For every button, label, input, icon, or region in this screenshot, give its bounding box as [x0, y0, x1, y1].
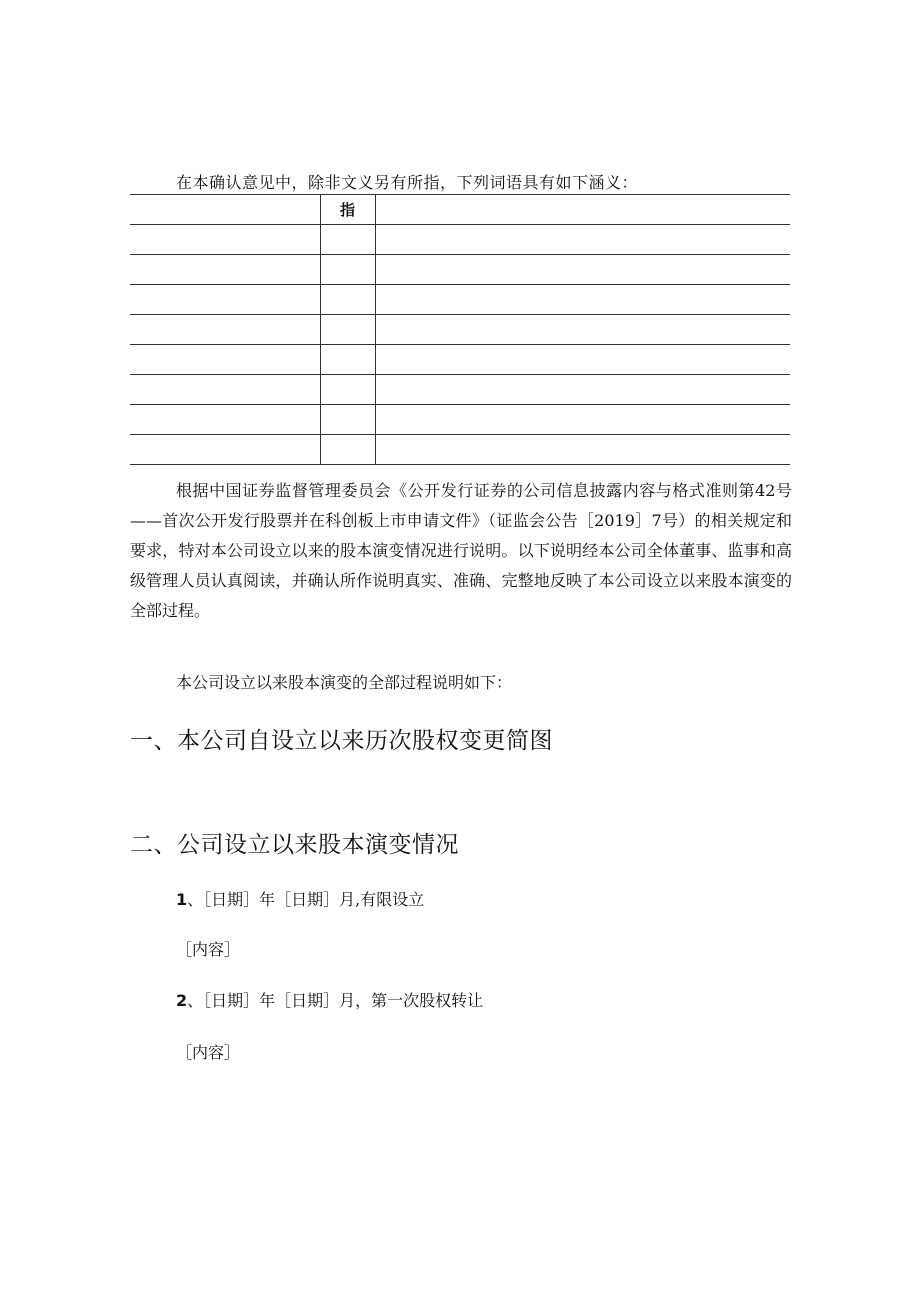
definitions-table: [130, 194, 790, 465]
intro-line: 在本确认意见中，除非文义另有所指，下列词语具有如下涵义：: [176, 173, 639, 192]
term-cell: [130, 285, 320, 315]
summary-line: 本公司设立以来股本演变的全部过程说明如下：: [176, 673, 513, 692]
subsection-2-title: [176, 988, 483, 1011]
meaning-cell: [375, 225, 790, 255]
term-cell: [130, 225, 320, 255]
subsection-number: 2: [176, 991, 188, 1010]
meaning-cell: [375, 315, 790, 345]
refers-to-cell: [320, 285, 375, 315]
term-cell: [130, 375, 320, 405]
body-paragraph: 根据中国证券监督管理委员会《公开发行证券的公司信息披露内容与格式准则第42号——首次公开发行股票并在科创板上市申请文件》（证监会公告［2019］7号）的相关规定和要求，特对本公司设立以来的股本演变情况进行说明。以下说明经本公司全体董事、监事和高级管理人员认真阅读，并确认所作说明真实、准确、完整地反映了本公司设立以来股本演变的全部过程。: [130, 481, 792, 620]
subsection-1-title: [176, 887, 424, 910]
table-row: [130, 345, 790, 375]
meaning-cell: [375, 345, 790, 375]
refers-to-cell: [320, 375, 375, 405]
term-cell: [130, 315, 320, 345]
meaning-cell: [375, 375, 790, 405]
refers-to-cell: [320, 405, 375, 435]
refers-to-cell: [320, 435, 375, 465]
term-cell: [130, 405, 320, 435]
refers-to-cell: [320, 225, 375, 255]
table-row: [130, 405, 790, 435]
table-row: [130, 285, 790, 315]
meaning-cell: [375, 195, 790, 225]
table-row: [130, 225, 790, 255]
table-row: [130, 435, 790, 465]
term-cell: [130, 345, 320, 375]
table-row: [130, 315, 790, 345]
subsection-number: 1: [176, 890, 188, 909]
table-row: [130, 195, 790, 225]
refers-to-cell: [320, 315, 375, 345]
term-cell: [130, 195, 320, 225]
term-cell: [130, 255, 320, 285]
subsection-title-text: 、［日期］年［日期］月，第一次股权转让: [187, 991, 484, 1010]
refers-to-cell: [320, 255, 375, 285]
refers-to-cell: [320, 345, 375, 375]
refers-to-cell: 指: [320, 195, 375, 225]
section-2-title: 二、公司设立以来股本演变情况: [130, 832, 459, 858]
subsection-1-content: ［内容］: [176, 940, 241, 959]
meaning-cell: [375, 405, 790, 435]
table-row: [130, 255, 790, 285]
subsection-2-content: ［内容］: [176, 1043, 241, 1062]
table-row: [130, 375, 790, 405]
meaning-cell: [375, 255, 790, 285]
meaning-cell: [375, 285, 790, 315]
meaning-cell: [375, 435, 790, 465]
term-cell: [130, 435, 320, 465]
section-1-title: 一、本公司自设立以来历次股权变更简图: [130, 728, 553, 754]
subsection-title-text: 、［日期］年［日期］月,有限设立: [187, 890, 425, 909]
